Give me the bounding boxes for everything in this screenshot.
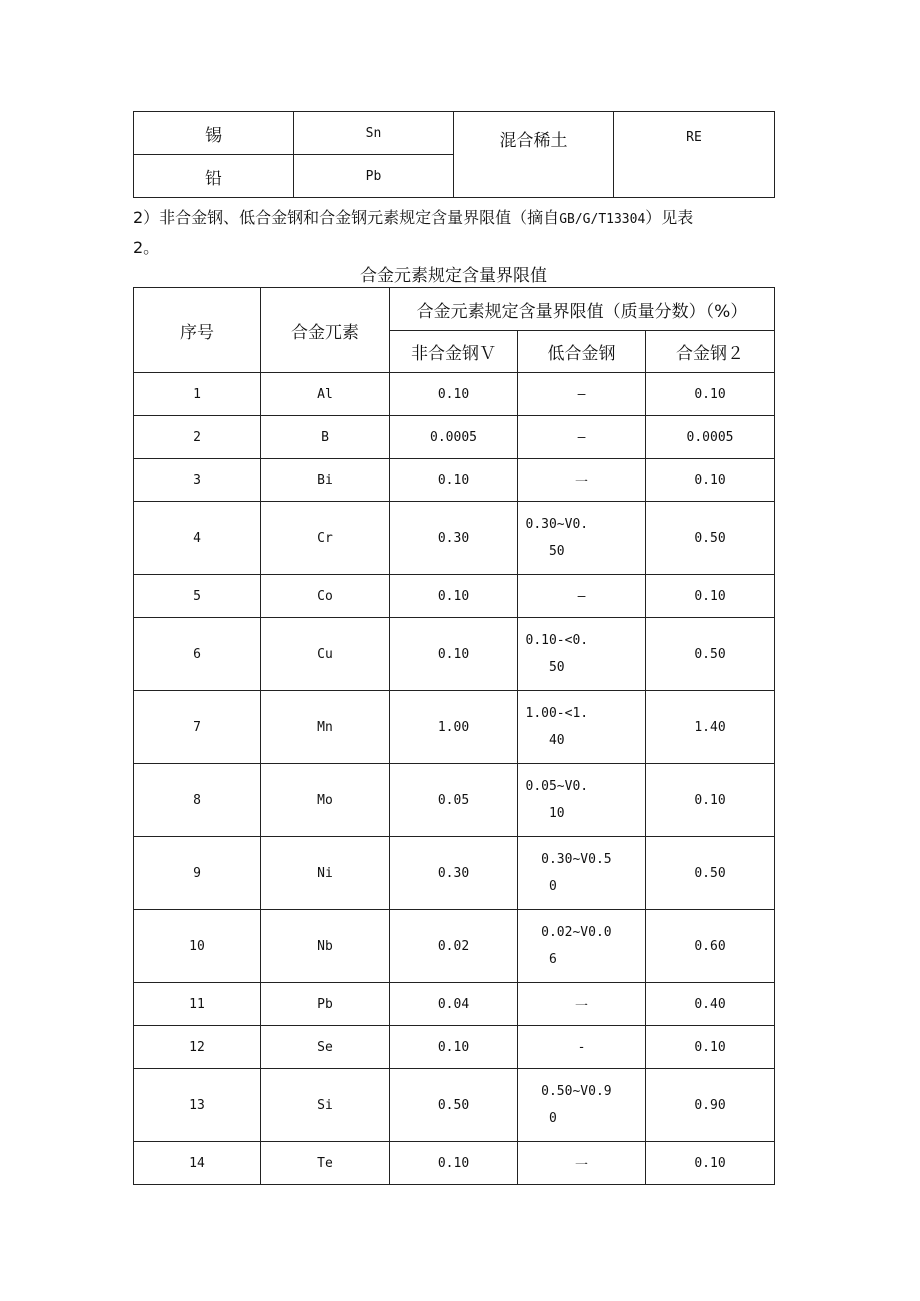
- row-element-cell: Al: [261, 373, 390, 416]
- paragraph-text: 2）非合金钢、低合金钢和合金钢元素规定含量界限值（摘自: [133, 208, 560, 227]
- row-seq-cell: 3: [134, 459, 261, 502]
- row-low-alloy-cell: 一: [518, 1142, 646, 1185]
- row-non-alloy-cell: 0.10: [390, 575, 518, 618]
- header-seq: 序号: [134, 288, 261, 373]
- element-symbol-cell: Sn: [294, 112, 454, 155]
- row-seq-cell: 4: [134, 502, 261, 575]
- low-alloy-range: 0.30~V0.5 0: [541, 852, 612, 894]
- row-non-alloy-cell: 0.0005: [390, 416, 518, 459]
- header-non-alloy: 非合金钢Ｖ: [390, 331, 518, 373]
- table-caption: 合金元素规定含量界限值: [360, 266, 547, 286]
- low-alloy-range: 0.05~V0. 10: [525, 779, 589, 821]
- row-element-cell: Si: [261, 1069, 390, 1142]
- element-symbol-cell: Pb: [294, 155, 454, 198]
- row-seq-cell: 1: [134, 373, 261, 416]
- row-alloy-cell: 0.90: [646, 1069, 775, 1142]
- header-alloy: 合金钢２: [646, 331, 775, 373]
- header-low-alloy: 低合金钢: [518, 331, 646, 373]
- row-non-alloy-cell: 0.05: [390, 764, 518, 837]
- row-alloy-cell: 0.10: [646, 459, 775, 502]
- row-non-alloy-cell: 0.04: [390, 983, 518, 1026]
- row-non-alloy-cell: 0.10: [390, 1026, 518, 1069]
- merged-element-name-cell: 混合稀土: [454, 112, 614, 198]
- row-low-alloy-cell: [518, 691, 646, 764]
- row-alloy-cell: 0.50: [646, 502, 775, 575]
- row-non-alloy-cell: 1.00: [390, 691, 518, 764]
- row-element-cell: Mo: [261, 764, 390, 837]
- element-symbol-table: [133, 111, 775, 198]
- table-row: [134, 459, 775, 502]
- table-row: [134, 691, 775, 764]
- low-alloy-range: 0.50~V0.9 0: [541, 1084, 612, 1126]
- row-low-alloy-cell: [518, 764, 646, 837]
- table-row: [134, 1069, 775, 1142]
- row-element-cell: Se: [261, 1026, 390, 1069]
- row-element-cell: Te: [261, 1142, 390, 1185]
- row-alloy-cell: 0.50: [646, 618, 775, 691]
- row-element-cell: Mn: [261, 691, 390, 764]
- row-element-cell: Co: [261, 575, 390, 618]
- row-element-cell: Cr: [261, 502, 390, 575]
- row-alloy-cell: 0.60: [646, 910, 775, 983]
- row-non-alloy-cell: 0.30: [390, 502, 518, 575]
- low-alloy-range: 1.00-<1. 40: [525, 706, 589, 748]
- header-limit-group: 合金元素规定含量界限值（质量分数）（%）: [390, 288, 775, 331]
- row-low-alloy-cell: —: [518, 575, 646, 618]
- row-seq-cell: 8: [134, 764, 261, 837]
- table-row: [134, 837, 775, 910]
- row-element-cell: Nb: [261, 910, 390, 983]
- row-non-alloy-cell: 0.10: [390, 459, 518, 502]
- header-element: 合金兀素: [261, 288, 390, 373]
- element-name-cell: 铅: [134, 155, 294, 198]
- row-seq-cell: 10: [134, 910, 261, 983]
- row-low-alloy-cell: —: [518, 373, 646, 416]
- row-seq-cell: 2: [134, 416, 261, 459]
- row-alloy-cell: 0.40: [646, 983, 775, 1026]
- row-element-cell: B: [261, 416, 390, 459]
- paragraph-line-2: 2。: [133, 238, 160, 257]
- low-alloy-range: 0.10-<0. 50: [525, 633, 589, 675]
- row-alloy-cell: 0.10: [646, 373, 775, 416]
- row-alloy-cell: 0.10: [646, 1026, 775, 1069]
- row-non-alloy-cell: 0.02: [390, 910, 518, 983]
- paragraph-text: ）见表: [645, 208, 694, 227]
- row-alloy-cell: 0.0005: [646, 416, 775, 459]
- low-alloy-range: 0.30~V0. 50: [525, 517, 589, 559]
- table-row: [134, 764, 775, 837]
- row-low-alloy-cell: 一: [518, 983, 646, 1026]
- row-low-alloy-cell: 一: [518, 459, 646, 502]
- row-seq-cell: 11: [134, 983, 261, 1026]
- row-alloy-cell: 0.10: [646, 764, 775, 837]
- low-alloy-range: 0.02~V0.0 6: [541, 925, 612, 967]
- table-row: [134, 910, 775, 983]
- row-alloy-cell: 0.50: [646, 837, 775, 910]
- row-non-alloy-cell: 0.10: [390, 373, 518, 416]
- table-row: [134, 983, 775, 1026]
- row-element-cell: Ni: [261, 837, 390, 910]
- row-low-alloy-cell: [518, 837, 646, 910]
- row-low-alloy-cell: [518, 502, 646, 575]
- row-alloy-cell: 1.40: [646, 691, 775, 764]
- row-low-alloy-cell: [518, 618, 646, 691]
- row-seq-cell: 14: [134, 1142, 261, 1185]
- table-row: [134, 502, 775, 575]
- row-seq-cell: 7: [134, 691, 261, 764]
- row-seq-cell: 13: [134, 1069, 261, 1142]
- alloy-limit-table: [133, 287, 775, 1185]
- row-low-alloy-cell: —: [518, 416, 646, 459]
- merged-element-symbol-cell: RE: [614, 112, 775, 198]
- row-non-alloy-cell: 0.10: [390, 1142, 518, 1185]
- paragraph-line-1: [133, 203, 773, 235]
- table-row: [134, 373, 775, 416]
- table-body: [134, 373, 775, 1185]
- table-row: [134, 416, 775, 459]
- table-row: [134, 1026, 775, 1069]
- row-seq-cell: 12: [134, 1026, 261, 1069]
- row-seq-cell: 5: [134, 575, 261, 618]
- table-row: [134, 618, 775, 691]
- row-alloy-cell: 0.10: [646, 575, 775, 618]
- row-element-cell: Cu: [261, 618, 390, 691]
- row-low-alloy-cell: [518, 1069, 646, 1142]
- row-low-alloy-cell: -: [518, 1026, 646, 1069]
- row-element-cell: Pb: [261, 983, 390, 1026]
- row-non-alloy-cell: 0.30: [390, 837, 518, 910]
- row-non-alloy-cell: 0.10: [390, 618, 518, 691]
- row-low-alloy-cell: [518, 910, 646, 983]
- row-seq-cell: 6: [134, 618, 261, 691]
- row-alloy-cell: 0.10: [646, 1142, 775, 1185]
- element-name-cell: 锡: [134, 112, 294, 155]
- table-row: [134, 575, 775, 618]
- row-element-cell: Bi: [261, 459, 390, 502]
- table-row: [134, 1142, 775, 1185]
- row-seq-cell: 9: [134, 837, 261, 910]
- row-non-alloy-cell: 0.50: [390, 1069, 518, 1142]
- standard-code: GB/G/T13304: [559, 212, 646, 227]
